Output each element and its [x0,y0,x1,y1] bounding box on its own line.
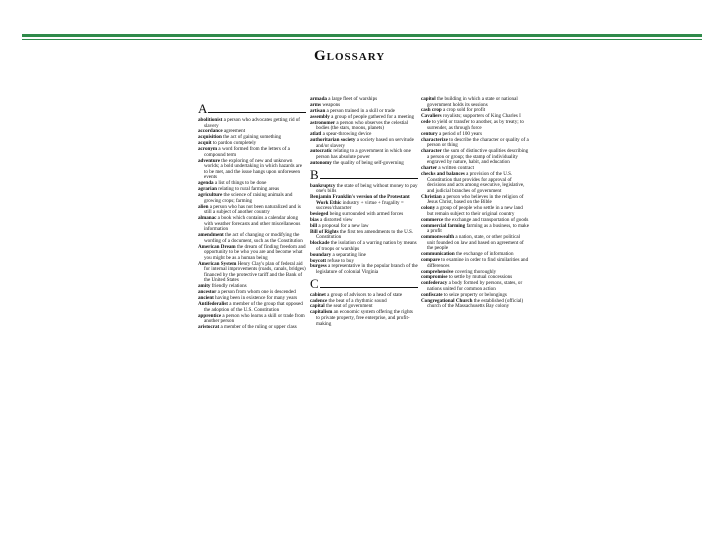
glossary-definition: a person who believes in the religion of Jesus Christ, based on the Bible [427,193,524,206]
glossary-term: compromise [421,274,448,281]
glossary-term: cadence [310,297,328,304]
glossary-entry [310,310,418,327]
glossary-entry [310,161,418,167]
glossary-definition: the isolation of a warring nation by means of troops or warships [316,240,417,252]
glossary-term: Congregational Church [421,297,473,304]
glossary-term: Antifederalist [198,301,228,308]
glossary-term: authoritarian society [310,136,356,143]
glossary-term: communication [421,251,455,258]
glossary-definition: being surrounded with armed forces [328,211,404,218]
glossary-definition: agreement [222,128,246,135]
glossary-definition: Henry Clay's plan of federal aid for internal improvements (roads, canals, bridges) financed by the protective tariff and the Bank of the United States [204,260,306,284]
glossary-page [186,45,542,540]
glossary-term: accordance [198,128,223,135]
glossary-term: adventure [198,157,220,164]
glossary-term: American System [198,260,237,267]
glossary-definition: relating to rural farming areas [216,186,280,193]
glossary-term: cede [421,119,431,126]
glossary-column-3 [421,97,529,310]
glossary-definition: a provision of the U.S. Constitution that provides for approval of decisions and acts among executive, legislative, and judicial branches of government [427,171,525,194]
glossary-term: besieged [310,211,329,218]
glossary-term: characterize [421,136,448,143]
glossary-definition: a person who has not been naturalized and is still a subject of another country [204,203,301,216]
glossary-definition: having been in existence for many years [213,295,298,302]
glossary-definition: a written contract [437,165,475,172]
glossary-definition: refuse to buy [326,257,355,264]
glossary-definition: a separating line [331,251,366,258]
glossary-definition: a representative in the popular branch of the legislature of colonial Virginia [316,263,418,276]
glossary-term: cabinet [310,291,326,298]
glossary-term: armada [310,96,327,102]
section-underline [208,112,306,113]
glossary-entry [421,299,529,310]
glossary-term: century [421,130,438,137]
glossary-definition: the exploring of new and unknown worlds; a bold undertaking in which hazards are to be met, and the issue hangs upon unforeseen events [204,157,303,181]
glossary-definition: a person who advocates getting rid of slavery [204,117,301,129]
glossary-term: boundary [310,251,332,258]
section-letter: A [198,101,208,116]
glossary-definition: the established (official) church of the Massachusetts Bay colony [427,297,524,310]
glossary-definition: a person from whom one is descended [216,289,296,296]
page-title: Glossary [314,48,386,64]
glossary-definition: a book which contains a calendar along with weather forecasts and other miscellaneous information [204,215,301,233]
glossary-term: apprentice [198,312,222,319]
glossary-term: confiscate [421,291,443,298]
section-letter: B [310,166,319,182]
glossary-definition: an economic system offering the rights to private property, free enterprise, and profit-making [316,309,413,327]
glossary-definition: a list of things to be done [213,180,267,187]
glossary-term: bill [310,222,318,229]
glossary-term: blockade [310,240,330,247]
glossary-entry [421,235,529,252]
glossary-term: Bill of Rights [310,228,339,235]
glossary-column-1 [198,101,306,331]
glossary-definition: friendly relations [210,283,247,290]
glossary-definition: a society based on servitude and/or slavery [316,136,414,149]
glossary-definition: a nation, state, or other political unit founded on law and based on agreement of the people [427,234,524,252]
glossary-definition: farming as a business, to make a profit [427,222,529,235]
glossary-term: autonomy [310,159,332,166]
glossary-term: commercial farming [421,222,466,229]
header-rule-thin [22,39,702,40]
glossary-definition: to pardon completely [211,140,257,147]
glossary-term: capitol [421,96,436,102]
glossary-definition: the dream of finding freedom and opportunity to be who you are and become what you might be as a human being [204,243,306,261]
glossary-definition: the beat of a rhythmic sound [327,297,387,304]
glossary-term: bankruptcy [310,182,336,189]
glossary-term: American Dream [198,243,236,250]
glossary-definition: a proposal for a new law [317,222,369,229]
glossary-term: burgess [310,263,327,270]
glossary-term: agrarian [198,186,217,193]
glossary-term: arms [310,101,322,108]
glossary-term: atlatl [310,131,322,138]
glossary-term: ancient [198,295,214,302]
glossary-term: agenda [198,180,214,187]
glossary-term: colony [421,205,436,212]
glossary-term: assembly [310,113,330,120]
glossary-term: Christian [421,193,442,200]
glossary-definition: the exchange of information [454,251,514,258]
glossary-definition: weapons [321,101,341,108]
glossary-entry [198,325,306,331]
glossary-entry [198,159,306,181]
glossary-definition: a distorted view [318,216,353,223]
glossary-definition: the exchange and transportation of goods [443,216,529,223]
glossary-definition: a large fleet of warships [326,96,378,102]
glossary-term: Cavaliers [421,113,442,120]
section-letter-heading [310,168,418,181]
glossary-term: commerce [421,216,444,223]
glossary-definition: a word formed from the letters of a compound term [204,146,290,158]
glossary-definition: the quality of being self-governing [331,159,404,166]
glossary-term: confederacy [421,280,448,287]
glossary-term: artisan [310,107,326,114]
section-underline [320,178,418,179]
glossary-definition: the seat of government [324,303,373,310]
glossary-definition: a spear-throwing device [321,131,372,138]
glossary-term: capitalism [310,309,333,316]
header-rule-thick [22,34,702,37]
glossary-definition: a member of the group that opposed the adoption of the U.S. Constitution [204,301,303,313]
glossary-definition: a person who observes the celestial bodies (the stars, moons, planets) [316,119,409,132]
glossary-term: alien [198,203,209,210]
glossary-term: cash crop [421,107,442,114]
glossary-definition: relating to a government in which one person has absolute power [316,148,411,161]
glossary-definition: a body formed by persons, states, or nations united for common action [427,280,523,292]
glossary-term: acronym [198,146,218,153]
glossary-definition: to describe the character or quality of a person or thing [427,136,529,149]
glossary-definition: the sum of distinctive qualities describing a person or group; the stamp of individuality engraved by nature, habit, and education [427,148,529,166]
section-letter-heading [198,102,306,115]
glossary-definition: a person who learns a skill or trade from another person [204,312,305,325]
glossary-definition: to settle by mutual concessions [447,274,513,281]
glossary-term: aristocrat [198,324,220,331]
glossary-definition: a group of advisors to a head of state [325,291,403,298]
glossary-term: almanac [198,215,217,222]
glossary-term: bias [310,216,319,223]
glossary-definition: covering thoroughly [453,268,497,275]
glossary-term: boycott [310,257,327,264]
glossary-definition: to seize property or belongings [442,291,507,298]
glossary-term: character [421,148,442,155]
glossary-term: acquisition [198,134,222,141]
glossary-definition: the act of gaining something [221,134,282,141]
section-underline [320,287,418,288]
glossary-definition: industry + virtue + frugality = success/character [316,199,404,212]
section-letter-heading [310,277,418,290]
glossary-term: autocratic [310,148,333,155]
glossary-entry [310,195,418,212]
glossary-definition: the first ten amendments to the U.S. Constitution [316,228,414,241]
glossary-term: comprehensive [421,268,454,275]
glossary-entry [198,216,306,233]
section-letter: C [310,275,319,291]
glossary-column-2 [310,97,418,327]
glossary-definition: to examine in order to find similarities and differences [427,257,529,269]
glossary-definition: a group of people gathered for a meeting [329,113,415,120]
glossary-term: compare [421,257,440,264]
glossary-definition: the building in which a state or national government holds its sessions [427,96,518,108]
glossary-definition: a group of people who settle in a new land but remain subject to their original country [427,205,523,217]
glossary-entry [310,264,418,275]
glossary-term: ancestor [198,289,217,296]
glossary-definition: a member of the ruling or upper class [219,324,297,331]
glossary-definition: a period of 100 years [437,130,482,137]
glossary-term: acquit [198,140,212,147]
glossary-entry [421,172,529,194]
glossary-term: amity [198,283,211,290]
glossary-definition: a crop sold for profit [441,107,486,114]
glossary-term: abolitionist [198,117,223,123]
glossary-term: amendment [198,232,224,239]
glossary-definition: the act of changing or modifying the wording of a document, such as the Constitution [204,232,303,244]
glossary-term: agriculture [198,192,223,199]
glossary-definition: the state of being without money to pay one's bills [316,182,418,195]
glossary-term: commonwealth [421,234,455,241]
glossary-term: Benjamin Franklin's version of the Protestant Work Ethic [310,193,410,206]
glossary-term: capital [310,303,325,310]
glossary-term: checks and balances [421,171,465,178]
glossary-entry [198,262,306,284]
glossary-term: astronomer [310,119,336,126]
glossary-entry [198,245,306,262]
glossary-definition: the science of raising animals and growing crops; farming [204,192,293,204]
glossary-definition: royalists; supporters of King Charles I [441,113,521,120]
glossary-definition: a person trained in a skill or trade [325,107,395,114]
glossary-term: charter [421,165,438,172]
glossary-entry [421,149,529,166]
glossary-definition: to yield or transfer to another, as by treaty; to surrender, as through force [427,119,524,131]
